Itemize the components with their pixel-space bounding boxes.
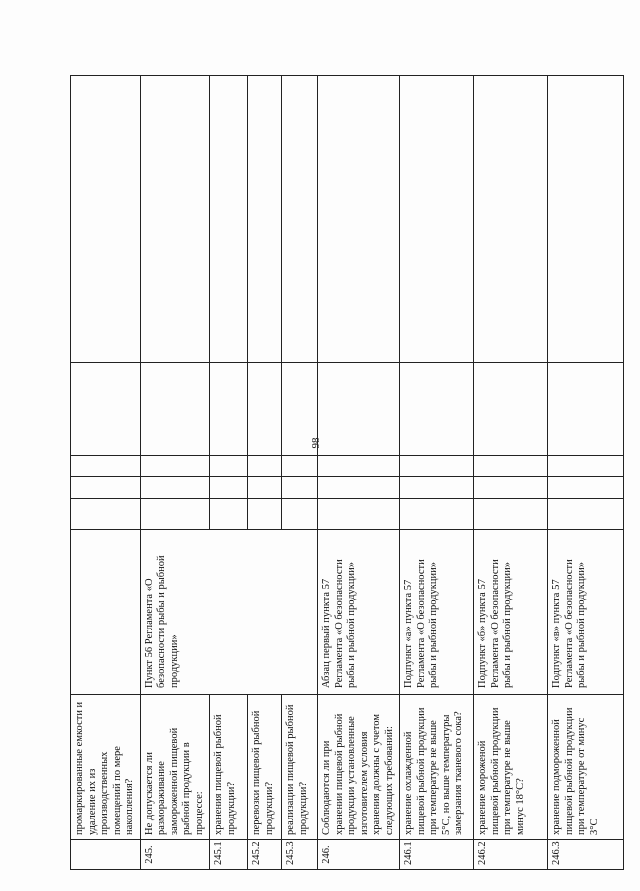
table-row (248, 76, 282, 870)
answer-no-cell (282, 477, 318, 499)
reference-cell: Подпункт «в» пункта 57 Регламента «О безопасности рыбы и рыбной продукции» (548, 530, 624, 695)
reference-cell: Абзац первый пункта 57 Регламента «О безопасности рыбы и рыбной продукции» (318, 530, 400, 695)
note-cell (282, 363, 318, 456)
answer-na-cell (474, 456, 548, 477)
page-number: 98 (310, 437, 322, 449)
comment-cell (318, 76, 400, 363)
comment-cell (548, 76, 624, 363)
answer-yes-cell (474, 499, 548, 530)
row-number: 245.2 (248, 840, 282, 870)
answer-yes-cell (548, 499, 624, 530)
answer-yes-cell (71, 499, 141, 530)
comment-cell (71, 76, 141, 363)
answer-na-cell (548, 456, 624, 477)
reference-cell: Пункт 56 Регламента «О безопасности рыбы и рыбной продукции» (140, 530, 318, 695)
question-cell: Не допускается ли размораживание замороженной пищевой рыбной продукции в процессе: (140, 695, 210, 840)
answer-no-cell (474, 477, 548, 499)
note-cell (71, 363, 141, 456)
comment-cell (400, 76, 474, 363)
comment-cell (140, 76, 210, 363)
table-row (140, 76, 210, 870)
answer-no-cell (248, 477, 282, 499)
row-number: 246.1 (400, 840, 474, 870)
question-cell: хранение подмороженной пищевой рыбной продукции при температуре от минус 3°С (548, 695, 624, 840)
answer-yes-cell (400, 499, 474, 530)
row-number (71, 840, 141, 870)
reference-cell: Подпункт «а» пункта 57 Регламента «О безопасности рыбы и рыбной продукции» (400, 530, 474, 695)
answer-yes-cell (282, 499, 318, 530)
answer-no-cell (548, 477, 624, 499)
reference-cell (71, 530, 141, 695)
answer-na-cell (400, 456, 474, 477)
comment-cell (210, 76, 248, 363)
rotated-table-container (70, 76, 600, 870)
row-number: 246.3 (548, 840, 624, 870)
note-cell (318, 363, 400, 456)
row-number: 245. (140, 840, 210, 870)
question-cell: Соблюдаются ли при хранении пищевой рыбной продукции установленные изготовителем условия хранения должны с учетом следующих требований: (318, 695, 400, 840)
table-row (400, 76, 474, 870)
note-cell (210, 363, 248, 456)
question-cell: хранения пищевой рыбной продукции? (210, 695, 248, 840)
answer-yes-cell (318, 499, 400, 530)
answer-yes-cell (248, 499, 282, 530)
row-number: 246. (318, 840, 400, 870)
reference-cell: Подпункт «б» пункта 57 Регламента «О безопасности рыбы и рыбной продукции» (474, 530, 548, 695)
answer-no-cell (71, 477, 141, 499)
comment-cell (282, 76, 318, 363)
answer-yes-cell (210, 499, 248, 530)
answer-no-cell (400, 477, 474, 499)
question-cell: хранение мороженой пищевой рыбной продукции при температуре не выше минус 18°С? (474, 695, 548, 840)
answer-na-cell (71, 456, 141, 477)
question-cell: перевозки пищевой рыбной продукции? (248, 695, 282, 840)
question-cell: реализации пищевой рыбной продукции? (282, 695, 318, 840)
answer-no-cell (140, 477, 210, 499)
note-cell (474, 363, 548, 456)
row-number: 246.2 (474, 840, 548, 870)
note-cell (248, 363, 282, 456)
answer-na-cell (248, 456, 282, 477)
question-cell: хранение охлажденной пищевой рыбной продукции при температуре не выше 5°С, но выше температуры замерзания тканевого сока? (400, 695, 474, 840)
answer-yes-cell (140, 499, 210, 530)
checklist-table (70, 75, 624, 870)
answer-na-cell (282, 456, 318, 477)
table-row (548, 76, 624, 870)
comment-cell (248, 76, 282, 363)
table-row (474, 76, 548, 870)
answer-na-cell (318, 456, 400, 477)
note-cell (548, 363, 624, 456)
note-cell (140, 363, 210, 456)
note-cell (400, 363, 474, 456)
answer-no-cell (210, 477, 248, 499)
comment-cell (474, 76, 548, 363)
row-number: 245.1 (210, 840, 248, 870)
table-row (71, 76, 141, 870)
answer-na-cell (210, 456, 248, 477)
answer-na-cell (140, 456, 210, 477)
answer-no-cell (318, 477, 400, 499)
table-row (210, 76, 248, 870)
question-cell: промаркированные емкости и удаление их из производственных помещений по мере накопления? (71, 695, 141, 840)
table-row (282, 76, 318, 870)
table-row (318, 76, 400, 870)
row-number: 245.3 (282, 840, 318, 870)
